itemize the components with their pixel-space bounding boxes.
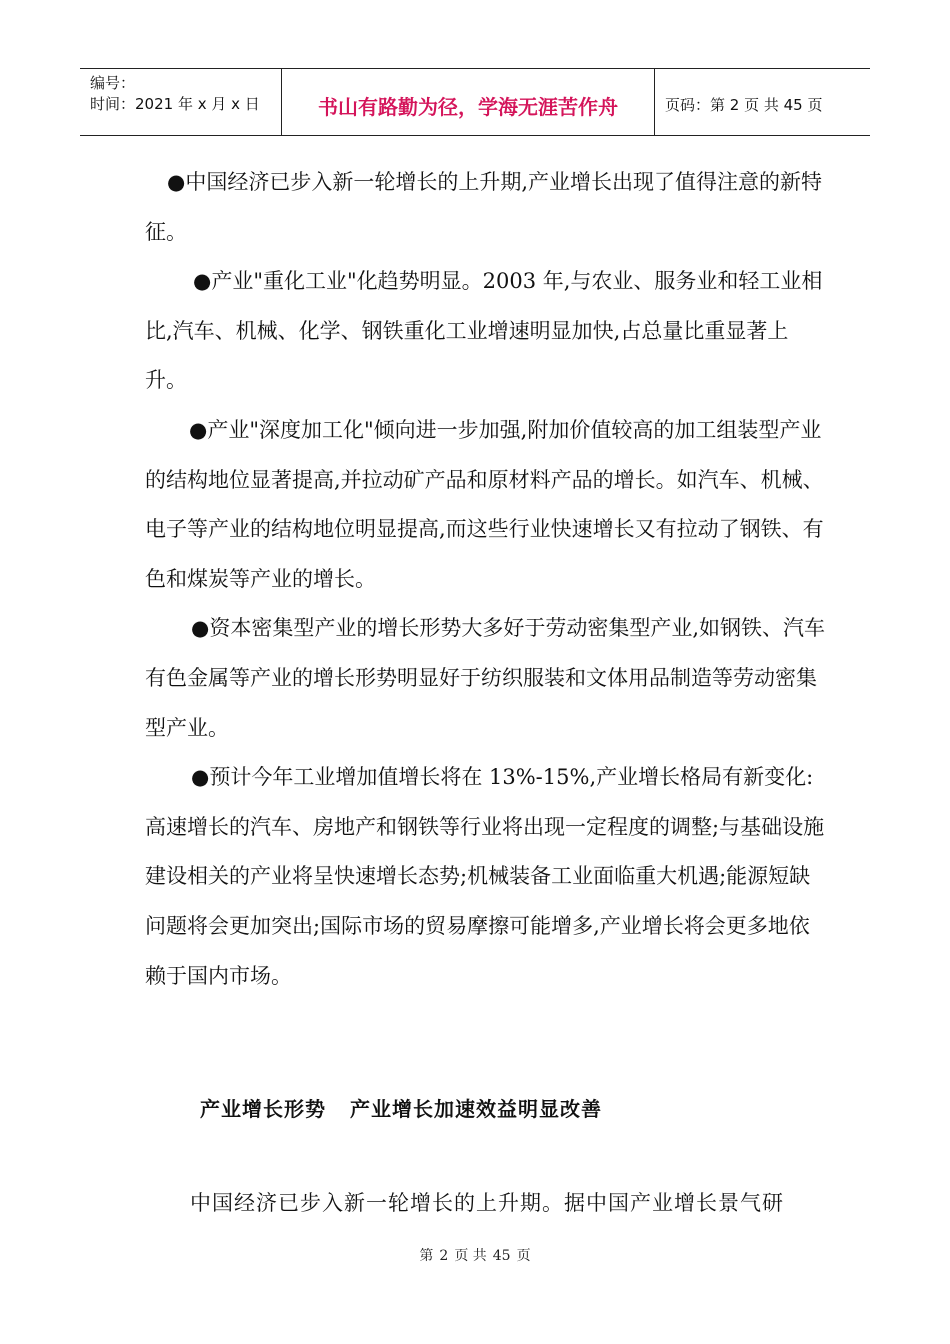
footer-page-number: 2 xyxy=(439,1248,449,1264)
paragraph: ●产业"深度加工化"倾向进一步加强,附加价值较高的加工组装型产业的结构地位显著提高,并拉动矿产品和原材料产品的增长。如汽车、机械、电子等产业的结构地位明显提高,而这些行业快速增长又有拉动了钢铁、有色和煤炭等产业的增长。 xyxy=(145,417,824,591)
paragraph: ●预计今年工业增加值增长将在 13%-15%,产业增长格局有新变化:高速增长的汽车、房地产和钢铁等行业将出现一定程度的调整;与基础设施建设相关的产业将呈快速增长态势;机械装备工业面临重大机遇;能源短缺问题将会更加突出;国际市场的贸易摩擦可能增多,产业增长将会更多地依赖于国内市场。 xyxy=(145,765,825,988)
document-number-label: 编号： xyxy=(90,74,136,92)
paragraph: 中国经济已步入新一轮增长的上升期。据中国产业增长景气研 xyxy=(190,1191,784,1215)
header-meta xyxy=(80,69,282,135)
section-heading xyxy=(200,1093,602,1122)
section-heading-part2: 产业增长加速效益明显改善 xyxy=(350,1097,602,1121)
page-footer xyxy=(0,1245,950,1265)
page-header xyxy=(80,68,870,136)
body-text xyxy=(145,158,825,1001)
document-date: 时间：2021 年 x 月 x 日 xyxy=(90,95,260,113)
footer-middle: 页 共 xyxy=(454,1248,487,1264)
footer-total-pages: 45 xyxy=(492,1248,511,1264)
paragraph: ●产业"重化工业"化趋势明显。2003 年,与农业、服务业和轻工业相比,汽车、机械、化学、钢铁重化工业增速明显加快,占总量比重显著上升。 xyxy=(145,269,823,393)
footer-prefix: 第 xyxy=(419,1248,434,1264)
header-page-info: 页码：第 2 页 共 45 页 xyxy=(665,95,823,114)
section-heading-part1: 产业增长形势 xyxy=(200,1097,326,1121)
paragraph: ●资本密集型产业的增长形势大多好于劳动密集型产业,如钢铁、汽车有色金属等产业的增长形势明显好于纺织服装和文体用品制造等劳动密集型产业。 xyxy=(145,616,825,740)
header-motto: 书山有路勤为径，学海无涯苦作舟 xyxy=(282,69,655,135)
paragraph: ●中国经济已步入新一轮增长的上升期,产业增长出现了值得注意的新特征。 xyxy=(145,170,822,244)
footer-suffix: 页 xyxy=(516,1248,531,1264)
